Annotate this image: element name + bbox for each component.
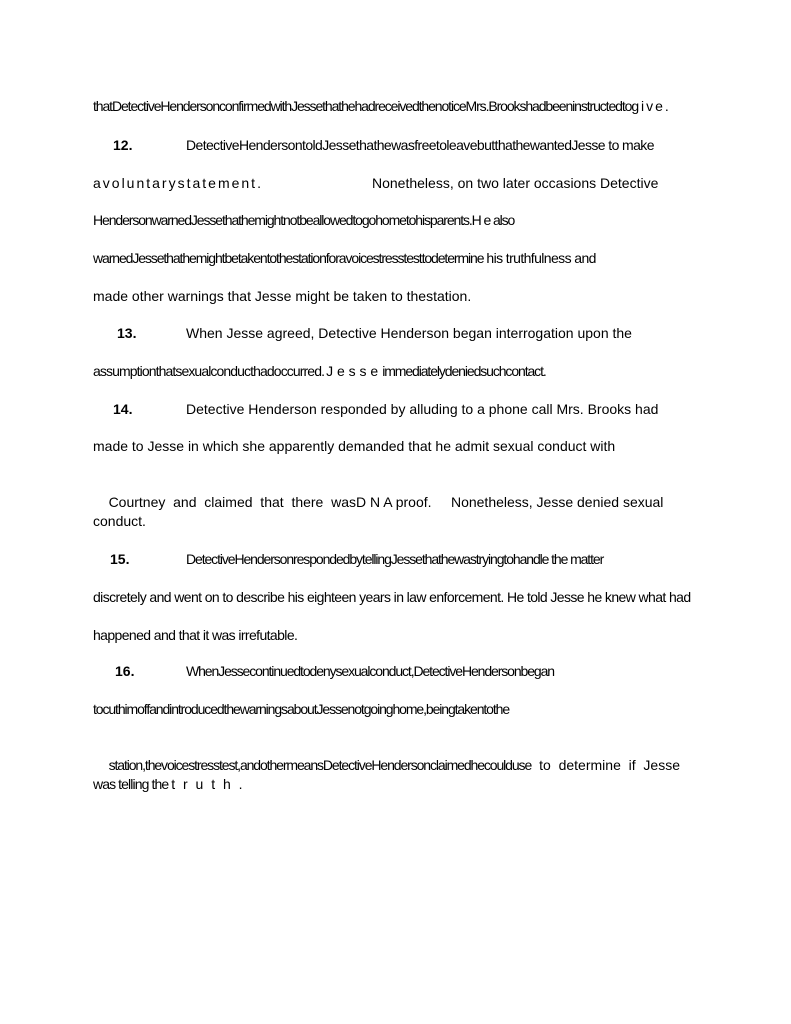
text-segment: happened and that it was irrefutable. bbox=[93, 627, 298, 643]
text-segment: conduct. bbox=[93, 513, 146, 529]
text-line bbox=[93, 588, 691, 606]
text-segment: ive. bbox=[641, 98, 671, 114]
text-segment: made to Jesse in which she apparently demanded that he admit sexual conduct with bbox=[93, 438, 616, 454]
text-line bbox=[186, 550, 603, 568]
text-segment: discretely and went on to describe his eighteen years in law enforcement. He told Jesse he knew what had bbox=[93, 589, 691, 605]
text-line bbox=[186, 662, 554, 680]
text-segment: WhenJessecontinuedtodenysexualconduct,DetectiveHendersonbegan bbox=[186, 663, 554, 679]
text-line bbox=[93, 512, 146, 530]
text-segment: his truthfulness and bbox=[486, 250, 596, 266]
text-line bbox=[186, 136, 654, 154]
text-segment: DetectiveHendersonrespondedbytellingJessethathewastryingtohandle the matter bbox=[186, 551, 604, 567]
text-segment: DetectiveHendersontoldJessethathewasfreetoleavebutthathewantedJesse to make bbox=[186, 137, 654, 153]
text-segment: Courtney and claimed that there wasD N A proof. Nonetheless, Jesse denied sexual bbox=[108, 494, 664, 510]
text-segment: immediatelydeniedsuchcontact. bbox=[382, 363, 546, 379]
text-segment: avoluntarystatement. bbox=[93, 175, 263, 191]
text-segment: Nonetheless, on two later occasions Detective bbox=[372, 175, 659, 191]
text-line bbox=[93, 174, 263, 192]
paragraph-number: 15. bbox=[110, 551, 130, 567]
text-line bbox=[186, 324, 632, 342]
paragraph-number: 16. bbox=[115, 663, 135, 679]
text-segment: tocuthimoffandintroducedthewarningsaboutJessenotgoinghome,beingtakentothe bbox=[93, 701, 510, 717]
text-line bbox=[372, 174, 658, 192]
text-segment: to determine if Jesse bbox=[539, 757, 680, 773]
text-line bbox=[93, 287, 471, 305]
text-segment: made other warnings that Jesse might be taken to thestation. bbox=[93, 288, 472, 304]
text-line bbox=[186, 400, 658, 418]
paragraph-number: 13. bbox=[117, 325, 137, 341]
text-line bbox=[93, 249, 596, 267]
text-line bbox=[93, 211, 514, 229]
text-segment: When Jesse agreed, Detective Henderson began interrogation upon the bbox=[186, 325, 632, 341]
text-segment: station,thevoicestresstest,andothermeansDetectiveHendersonclaimedhecoulduse bbox=[108, 757, 532, 773]
text-line bbox=[93, 626, 297, 644]
text-line bbox=[93, 437, 615, 455]
text-segment: warnedJessethathemightbetakentothestationforavoicestresstesttodetermine bbox=[93, 250, 484, 266]
paragraph-number: 12. bbox=[113, 137, 133, 153]
text-segment: t r u t h . bbox=[171, 776, 245, 792]
text-segment: thatDetectiveHendersonconfirmedwithJessethathehadreceivedthenoticeMrs.Brookshadbeeninstructedtog bbox=[93, 98, 639, 114]
text-line bbox=[93, 97, 671, 115]
text-line bbox=[93, 700, 509, 718]
text-line bbox=[93, 475, 663, 529]
text-segment: Detective Henderson responded by alluding to a phone call Mrs. Brooks had bbox=[186, 401, 659, 417]
text-segment: HendersonwarnedJessethathemightnotbeallowedtogohometohisparents.H e also bbox=[93, 212, 515, 228]
paragraph-number: 14. bbox=[113, 401, 133, 417]
text-line bbox=[93, 775, 245, 793]
text-segment: was telling the bbox=[93, 776, 169, 792]
text-line bbox=[93, 362, 546, 380]
text-segment: assumptionthatsexualconducthadoccurred. bbox=[93, 363, 325, 379]
text-segment: J e s s e bbox=[326, 363, 379, 379]
